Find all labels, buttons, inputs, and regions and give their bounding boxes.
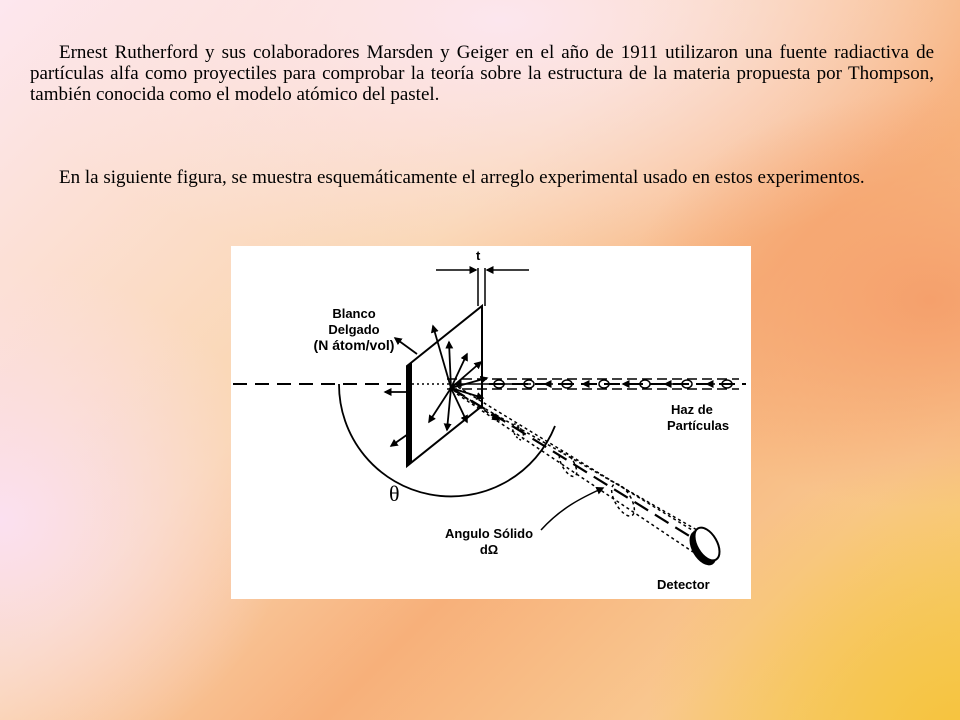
thickness-label: t (476, 248, 481, 263)
solid-angle-label-line1: Angulo Sólido (444, 526, 534, 541)
target-label-line1: Blanco (332, 306, 376, 321)
solid-angle-leader (541, 488, 603, 530)
detector-icon (684, 523, 725, 570)
thickness-indicator (436, 268, 529, 306)
scattering-angle-label: θ (389, 481, 400, 506)
target-foil (407, 306, 482, 466)
detector-label: Detector (657, 577, 710, 592)
particle-beam (447, 379, 746, 389)
beam-label-line1: Haz de (671, 402, 713, 417)
rutherford-experiment-diagram (231, 246, 751, 599)
target-label-line2: Delgado (328, 322, 380, 337)
target-label-line3: (N átom/vol) (313, 337, 395, 353)
figure-intro-paragraph: En la siguiente figura, se muestra esquemáticamente el arreglo experimental usado en estos experimentos. (59, 167, 865, 188)
solid-angle-label-line2: dΩ (479, 542, 499, 557)
intro-paragraph: Ernest Rutherford y sus colaboradores Marsden y Geiger en el año de 1911 utilizaron una fuente radiactiva de partículas alfa como proyectiles para comprobar la teoría sobre la estructura de la materia propuesta por Thompson, también conocida como el modelo atómico del pastel. (30, 42, 934, 105)
beam-label-line2: Partículas (667, 418, 730, 433)
